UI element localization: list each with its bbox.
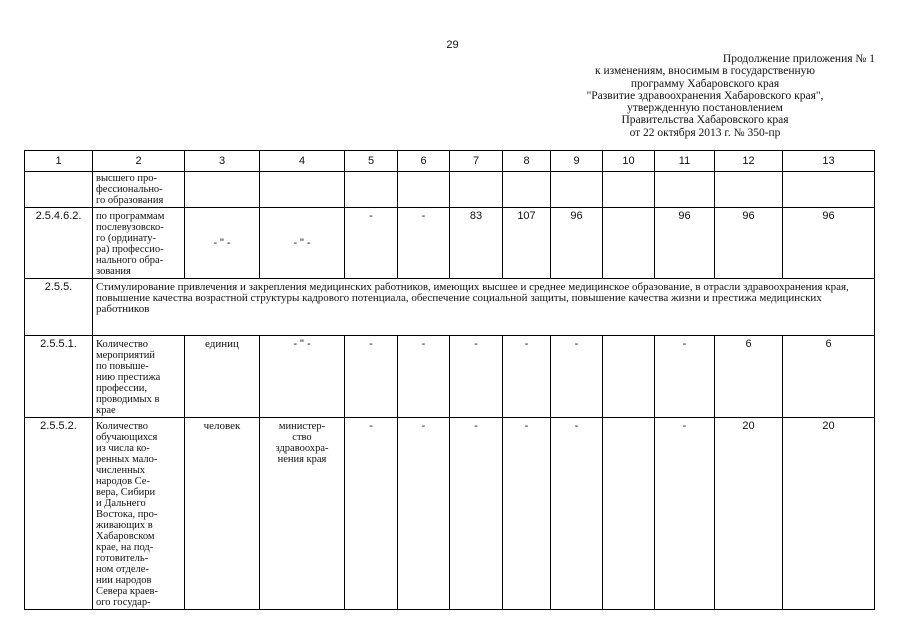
row-number [25, 172, 93, 208]
value-cell: - [345, 336, 398, 418]
header-line-4: "Развитие здравоохранения Хабаровского края", [586, 89, 824, 102]
table-row [25, 208, 875, 279]
indicators-table [24, 150, 875, 610]
table-row [25, 418, 875, 610]
column-header: 9 [551, 151, 603, 172]
value-cell: - [398, 418, 450, 610]
column-number-row [25, 151, 875, 172]
column-header: 12 [715, 151, 783, 172]
table-row [25, 336, 875, 418]
value-cell [783, 172, 875, 208]
responsible-cell: министер- ство здравоохра- нения края [260, 418, 345, 610]
value-cell [503, 172, 551, 208]
value-cell: - [450, 336, 503, 418]
value-cell: - [398, 336, 450, 418]
column-header: 4 [260, 151, 345, 172]
column-header: 1 [25, 151, 93, 172]
value-cell: - [503, 418, 551, 610]
value-cell: 107 [503, 208, 551, 279]
page-number: 29 [446, 39, 459, 51]
indicator-name: Количество обучающихся из числа ко- ренных мало- численных народов Се- вера, Сибири и Дальнего Востока, про- живающих в Хабаровском крае, на под- готовитель- ном отделе- нии народов Севера краев- ого государ- [93, 418, 185, 610]
value-cell [603, 336, 655, 418]
value-cell [603, 208, 655, 279]
unit-cell: - " - [185, 208, 260, 279]
responsible-cell [260, 172, 345, 208]
row-number: 2.5.5.1. [25, 336, 93, 418]
value-cell: 96 [655, 208, 715, 279]
value-cell [450, 172, 503, 208]
value-cell: - [655, 418, 715, 610]
indicator-name: Количество мероприятий по повыше- нию престижа профессии, проводимых в крае [93, 336, 185, 418]
indicator-name: по программам послевузовско- го (ординату- ра) профессио- нального обра- зования [93, 208, 185, 279]
header-line-5: утвержденную постановлением [627, 102, 783, 115]
responsible-cell: - " - [260, 208, 345, 279]
unit-cell: единиц [185, 336, 260, 418]
section-title: Стимулирование привлечения и закрепления медицинских работников, имеющих высшее и среднее медицинское образование, в отрасли здравоохранения края, повышение качества возрастной структуры кадрового потенциала, обеспечение социальной защиты, повышение качества жизни и престижа медицинских работников [93, 279, 875, 336]
value-cell: 6 [783, 336, 875, 418]
header-line-2: к изменениям, вносимым в государственную [595, 65, 815, 78]
header-line-3: программу Хабаровского края [630, 77, 780, 90]
value-cell: 6 [715, 336, 783, 418]
value-cell: - [551, 418, 603, 610]
unit-cell: человек [185, 418, 260, 610]
indicator-name: высшего про- фессионально- го образования [93, 172, 185, 208]
value-cell [551, 172, 603, 208]
header-line-1: Продолжение приложения № 1 [722, 53, 875, 65]
column-header: 11 [655, 151, 715, 172]
column-header: 13 [783, 151, 875, 172]
value-cell [603, 418, 655, 610]
value-cell [715, 172, 783, 208]
table-row [25, 172, 875, 208]
value-cell: 20 [783, 418, 875, 610]
section-row [25, 279, 875, 336]
value-cell: - [551, 336, 603, 418]
value-cell: - [398, 208, 450, 279]
row-number: 2.5.5. [25, 279, 93, 336]
column-header: 8 [503, 151, 551, 172]
value-cell: 20 [715, 418, 783, 610]
column-header: 6 [398, 151, 450, 172]
value-cell [603, 172, 655, 208]
value-cell [345, 172, 398, 208]
value-cell: 96 [551, 208, 603, 279]
row-number: 2.5.5.2. [25, 418, 93, 610]
value-cell: - [345, 208, 398, 279]
column-header: 7 [450, 151, 503, 172]
appendix-header [535, 53, 875, 139]
value-cell [398, 172, 450, 208]
column-header: 3 [185, 151, 260, 172]
value-cell: - [655, 336, 715, 418]
value-cell [655, 172, 715, 208]
row-number: 2.5.4.6.2. [25, 208, 93, 279]
value-cell: 96 [783, 208, 875, 279]
value-cell: 83 [450, 208, 503, 279]
value-cell: - [503, 336, 551, 418]
header-line-6: Правительства Хабаровского края [621, 114, 789, 127]
header-line-7: от 22 октября 2013 г. № 350-пр [629, 126, 781, 139]
value-cell: - [450, 418, 503, 610]
unit-cell [185, 172, 260, 208]
column-header: 2 [93, 151, 185, 172]
column-header: 10 [603, 151, 655, 172]
value-cell: - [345, 418, 398, 610]
value-cell: 96 [715, 208, 783, 279]
column-header: 5 [345, 151, 398, 172]
responsible-cell: - " - [260, 336, 345, 418]
